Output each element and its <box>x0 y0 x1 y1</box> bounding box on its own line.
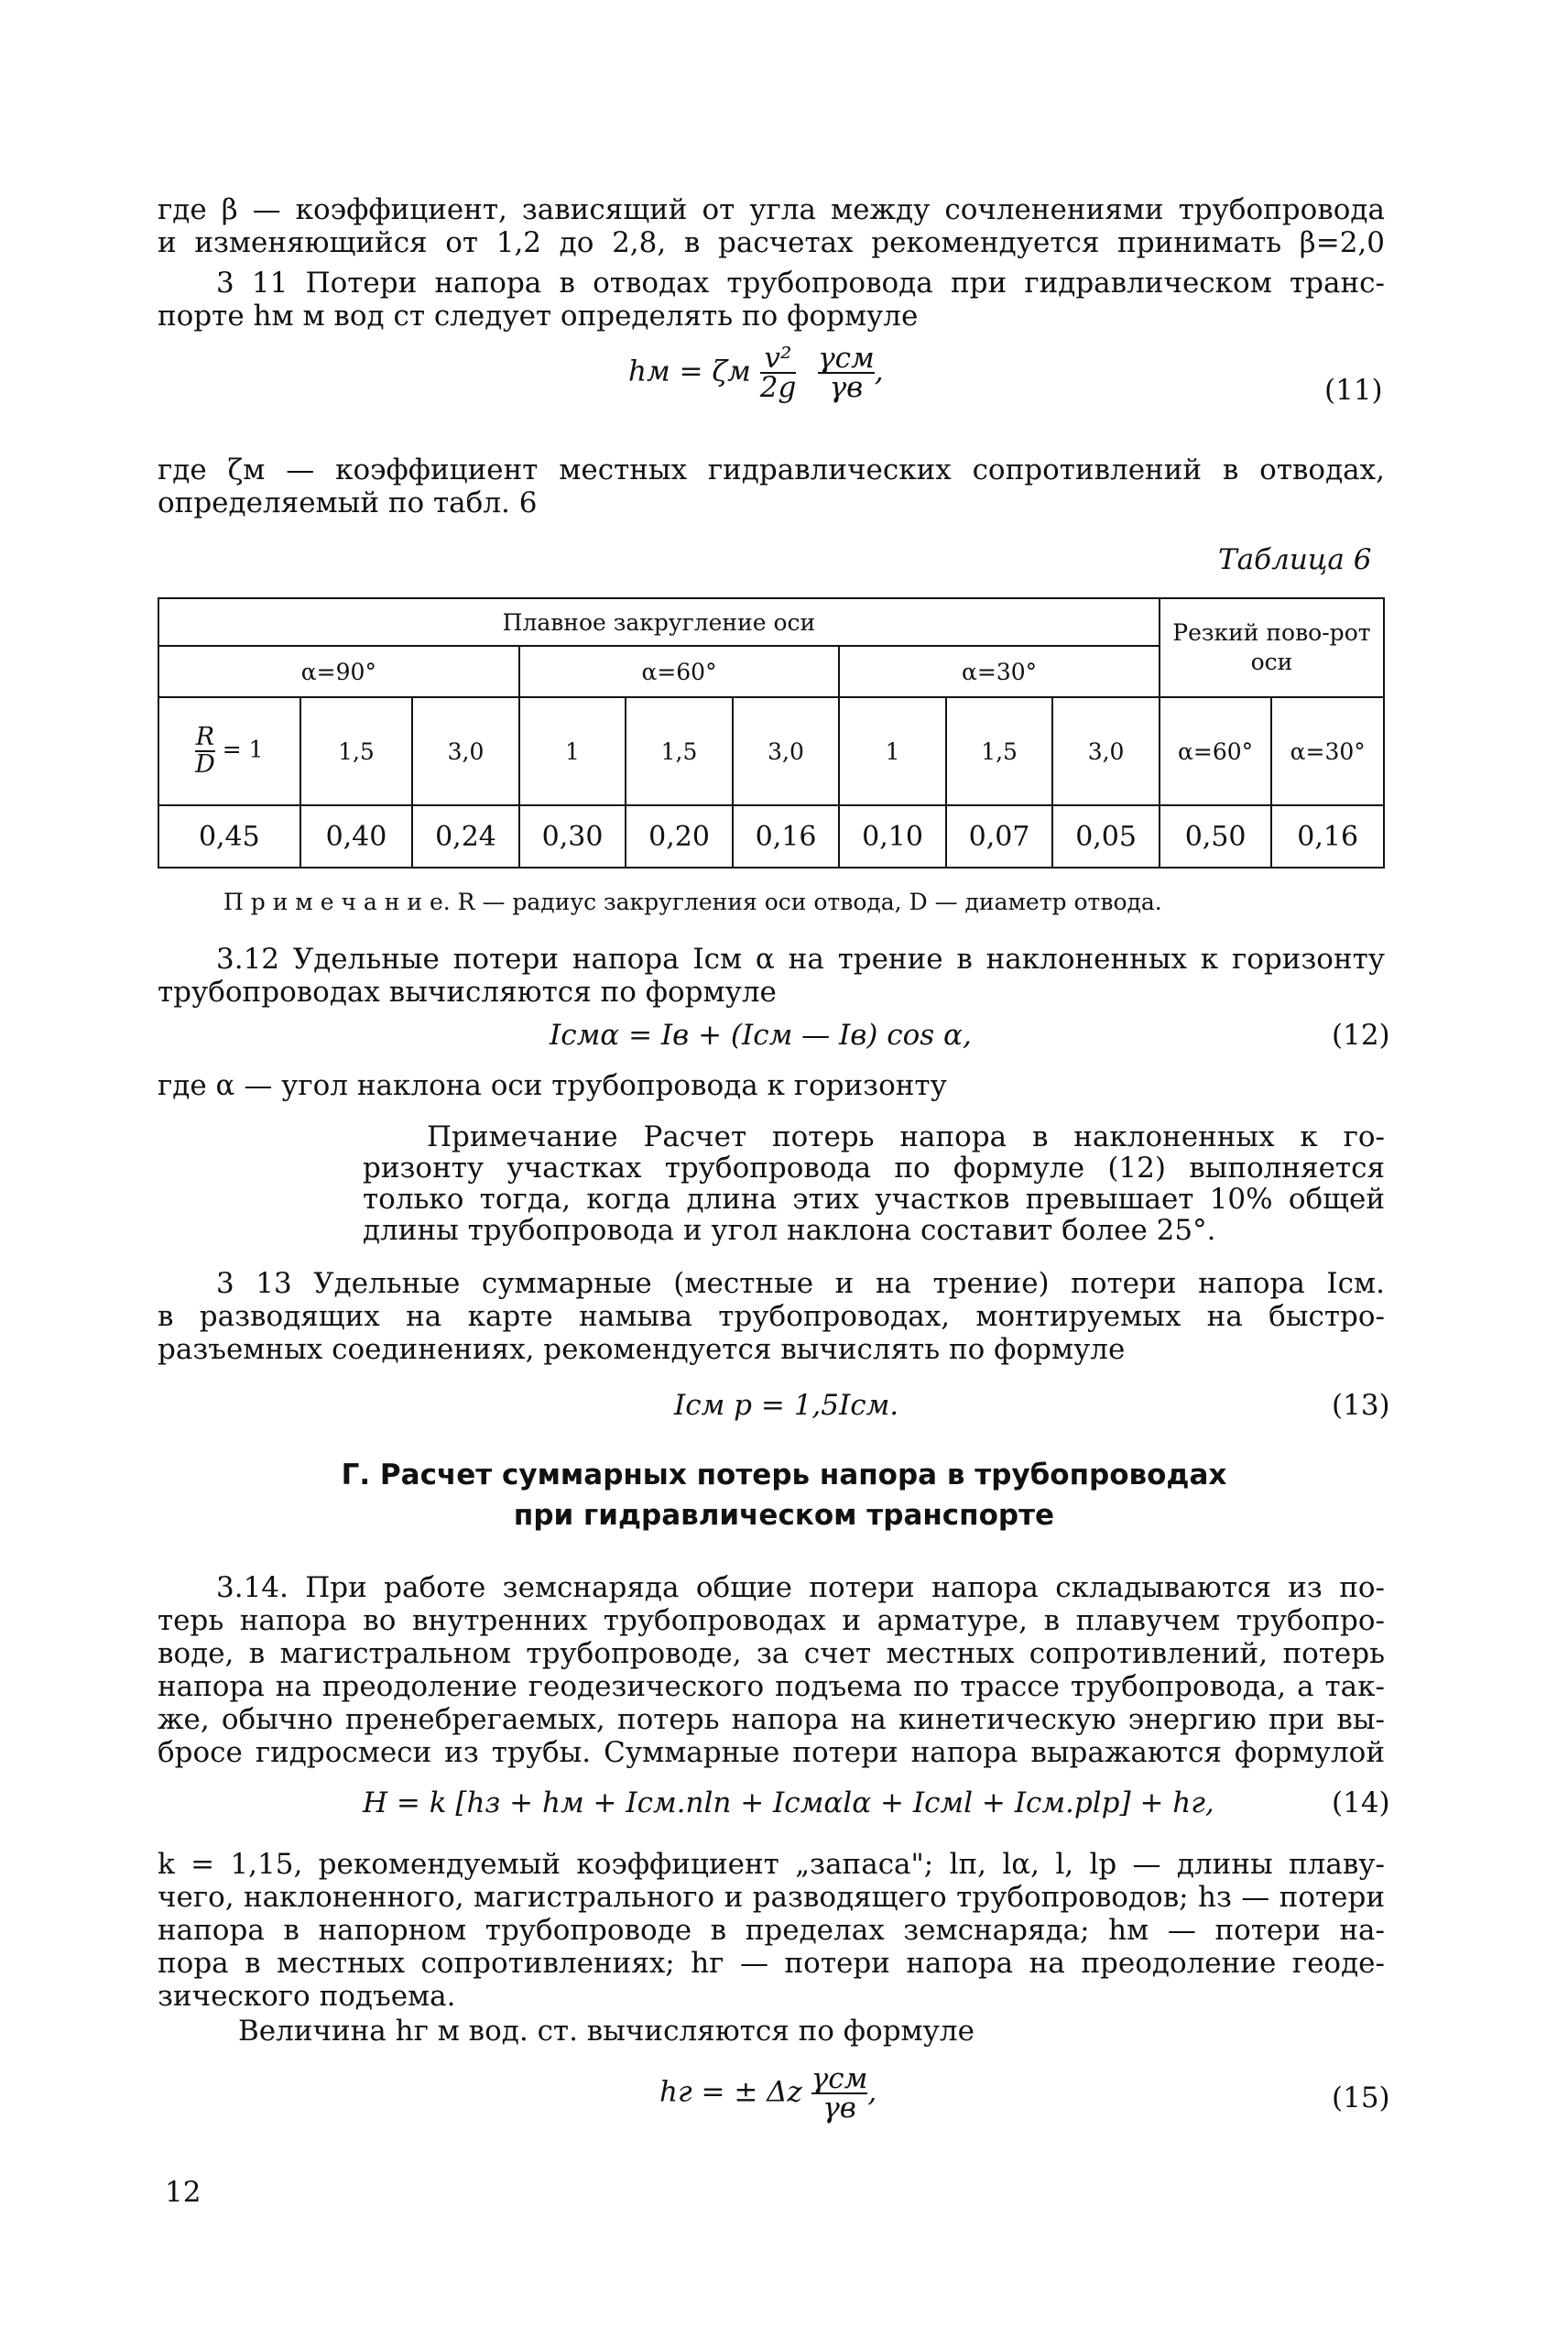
text-line: чего, наклоненного, магистрального и разводящего трубопроводов; hз — потери <box>158 1881 1385 1914</box>
table-angle-30: α=30° <box>839 646 1160 697</box>
formula-14: H = k [hз + hм + Iсм.пlп + Iсмαlα + Iсмl + Iсм.рlр] + hг, <box>363 1786 1214 1819</box>
page-number: 12 <box>165 2176 201 2209</box>
formula-13: Iсм р = 1,5Iсм. <box>674 1389 899 1422</box>
table-note: П р и м е ч а н и е. R — радиус закругления оси отвода, D — диаметр отвода. <box>223 889 1162 915</box>
table-value: 0,16 <box>1271 805 1384 868</box>
text-line: трубопроводах вычисляются по формуле <box>158 976 777 1009</box>
numerator: γсм <box>811 2062 868 2095</box>
equation-label: (14) <box>1332 1786 1390 1819</box>
text-line: воде, в магистральном трубопроводе, за счет местных сопротивлений, потерь <box>158 1637 1385 1670</box>
formula-15 <box>659 2062 877 2125</box>
table-angle-90: α=90° <box>158 646 519 697</box>
equation-label: (13) <box>1332 1389 1390 1422</box>
table-rd-cell: 3,0 <box>733 697 840 805</box>
note-line: ризонту участках трубопровода по формуле (12) выполняется <box>363 1152 1385 1185</box>
text-line: определяемый по табл. 6 <box>158 486 538 519</box>
formula-lhs: hг = ± Δz <box>659 2075 802 2109</box>
table-value: 0,20 <box>626 805 733 868</box>
punctuation: , <box>867 2075 877 2109</box>
numerator: v² <box>764 342 792 375</box>
table-header-smooth: Плавное закругление оси <box>158 598 1160 646</box>
formula-11 <box>628 342 884 404</box>
table-value: 0,50 <box>1160 805 1272 868</box>
text-line: k = 1,15, рекомендуемый коэффициент „запаса"; lп, lα, l, lр — длины плаву- <box>158 1848 1385 1881</box>
text-line: 3.14. При работе земснаряда общие потери напора складываются из по- <box>216 1571 1385 1604</box>
fraction <box>811 2062 868 2125</box>
denominator: γв <box>818 372 875 401</box>
table-rd-cell: 1 <box>519 697 626 805</box>
table-sharp-angle: α=60° <box>1160 697 1272 805</box>
note-line: Примечание Расчет потерь напора в наклоненных к го- <box>427 1120 1385 1153</box>
text-line: бросе гидросмеси из трубы. Суммарные потери напора выражаются формулой <box>158 1736 1385 1769</box>
text-line: где β — коэффициент, зависящий от угла между сочленениями трубопровода <box>158 193 1385 226</box>
table-angle-60: α=60° <box>519 646 840 697</box>
text-line: 3.12 Удельные потери напора Iсм α на трение в наклоненных к горизонту <box>216 943 1385 976</box>
table-rd-cell: 1 <box>839 697 946 805</box>
table-rd-label: $\frac{R}{D}$ = 1 <box>158 697 300 805</box>
text-line: где α — угол наклона оси трубопровода к горизонту <box>158 1069 947 1102</box>
text-line: зического подъема. <box>158 1980 456 2013</box>
text-line: 3 13 Удельные суммарные (местные и на трение) потери напора Iсм. <box>216 1267 1385 1300</box>
text-line: где ζм — коэффициент местных гидравлических сопротивлений в отводах, <box>158 453 1385 486</box>
table-rd-cell: 1,5 <box>946 697 1053 805</box>
table-header-sharp: Резкий пово-рот оси <box>1160 598 1384 697</box>
table-sharp-angle: α=30° <box>1271 697 1384 805</box>
table-value: 0,30 <box>519 805 626 868</box>
text-line: в разводящих на карте намыва трубопроводах, монтируемых на быстро- <box>158 1300 1385 1333</box>
equation-label: (12) <box>1332 1019 1390 1052</box>
formula-lhs: hм = ζм <box>628 355 751 388</box>
table-caption: Таблица 6 <box>1218 543 1372 576</box>
fraction <box>759 342 797 404</box>
table-rd-cell: 1,5 <box>626 697 733 805</box>
text-line: и изменяющийся от 1,2 до 2,8, в расчетах рекомендуется принимать β=2,0 <box>158 226 1385 259</box>
note-line: длины трубопровода и угол наклона составит более 25°. <box>363 1214 1216 1247</box>
table-6 <box>158 597 1385 869</box>
table-value: 0,16 <box>733 805 840 868</box>
section-heading: Г. Расчет суммарных потерь напора в трубопроводах <box>341 1458 1227 1491</box>
table-value: 0,40 <box>300 805 413 868</box>
fraction <box>818 342 875 404</box>
denominator: γв <box>811 2092 868 2122</box>
text-line: напора в напорном трубопроводе в пределах земснаряда; hм — потери на- <box>158 1914 1385 1947</box>
text-line: напора на преодоление геодезического подъема по трассе трубопровода, а так- <box>158 1670 1385 1703</box>
table-value: 0,07 <box>946 805 1053 868</box>
table-value: 0,10 <box>839 805 946 868</box>
note-line: только тогда, когда длина этих участков превышает 10% общей <box>363 1183 1385 1216</box>
table-rd-cell: 1,5 <box>300 697 413 805</box>
rd-fraction: $\frac{R}{D}$ <box>195 723 215 779</box>
table-rd-cell: 3,0 <box>412 697 519 805</box>
text-line: терь напора во внутренних трубопроводах и арматуре, в плавучем трубопро- <box>158 1604 1385 1637</box>
text-line: 3 11 Потери напора в отводах трубопровода при гидравлическом транс- <box>216 267 1385 300</box>
table-rd-cell: 3,0 <box>1052 697 1160 805</box>
formula-12: Iсмα = Iв + (Iсм — Iв) cos α, <box>550 1019 972 1052</box>
text-line: же, обычно пренебрегаемых, потерь напора на кинетическую энергию при вы- <box>158 1703 1385 1736</box>
table-value: 0,45 <box>158 805 300 868</box>
text-line: разъемных соединениях, рекомендуется вычислять по формуле <box>158 1333 1126 1366</box>
numerator: γсм <box>818 342 875 375</box>
table-value: 0,24 <box>412 805 519 868</box>
section-heading: при гидравлическом транспорте <box>513 1499 1055 1532</box>
text-line: пора в местных сопротивлениях; hг — потери напора на преодоление геоде- <box>158 1947 1385 1980</box>
equation-label: (15) <box>1332 2081 1390 2114</box>
text-line: порте hм м вод ст следует определять по формуле <box>158 300 919 333</box>
text-line: Величина hг м вод. ст. вычисляются по формуле <box>238 2015 975 2048</box>
punctuation: , <box>874 355 884 388</box>
table-value: 0,05 <box>1052 805 1160 868</box>
equation-label: (11) <box>1324 374 1383 407</box>
denominator: 2g <box>759 371 797 404</box>
